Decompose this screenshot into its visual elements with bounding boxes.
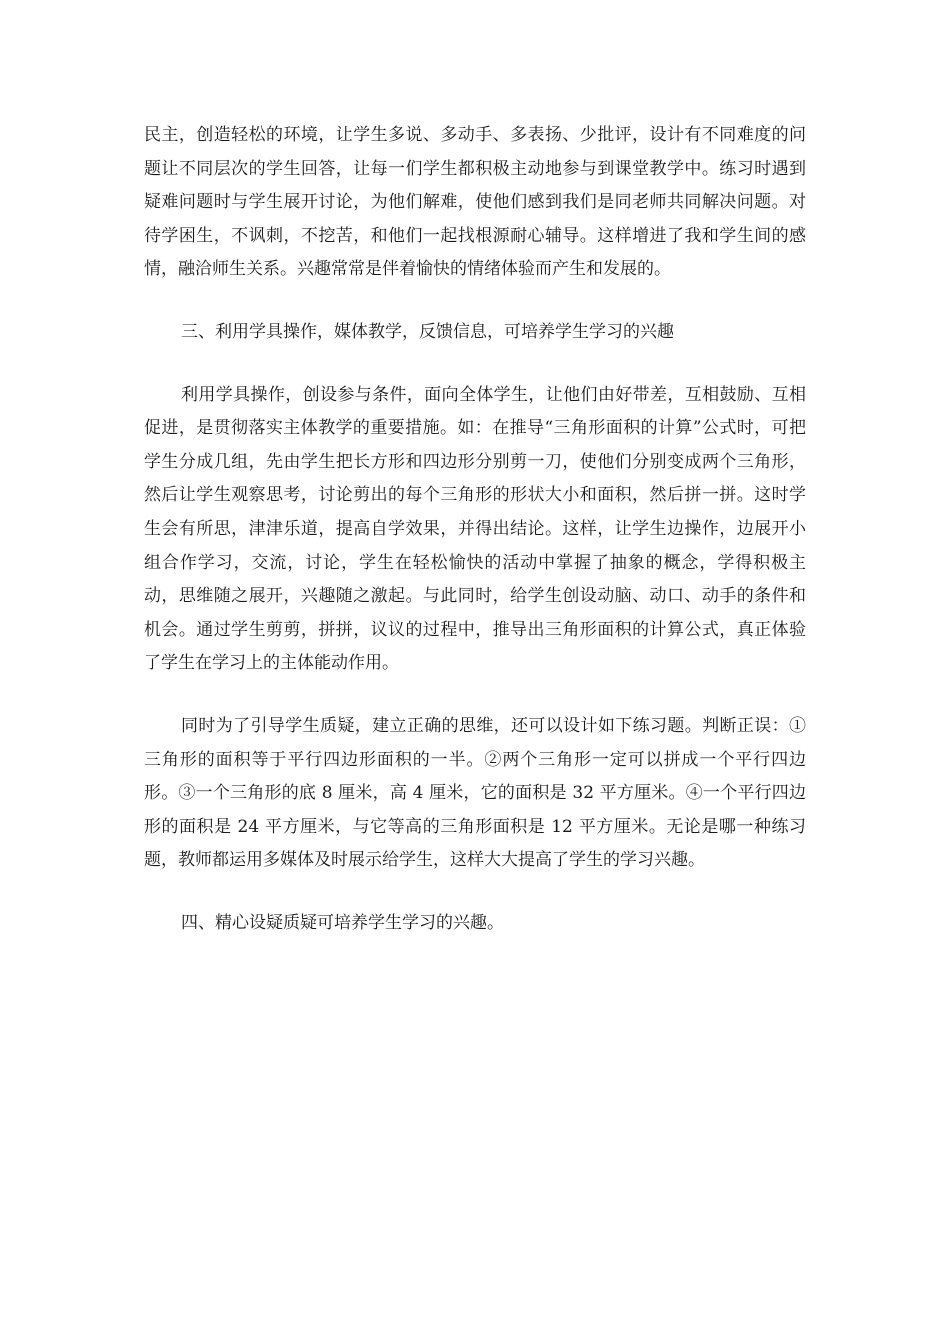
section-heading-3: 三、利用学具操作，媒体教学，反馈信息，可培养学生学习的兴趣 bbox=[181, 321, 674, 342]
paragraph-exercises: 同时为了引导学生质疑，建立正确的思维，还可以设计如下练习题。判断正误：①三角形的面积等于平行四边形面积的一半。②两个三角形一定可以拼成一个平行四边形。③一个三角形的底 8 厘米，高 4 厘米，它的面积是 32 平方厘米。④一个平行四边形的面积是 24 平方厘米，与它等高的三角形面积是 12 平方厘米。无论是哪一种练习题，教师都运用多媒体及时展示给学生，这样大大提高了学生的学习兴趣。 bbox=[144, 715, 806, 871]
paragraph-continuation: 民主，创造轻松的环境，让学生多说、多动手、多表扬、少批评，设计有不同难度的问题让不同层次的学生回答，让每一们学生都积极主动地参与到课堂教学中。练习时遇到疑难问题时与学生展开讨论，为他们解难，使他们感到我们是同老师共同解决问题。对待学困生，不讽刺，不挖苦，和他们一起找根源耐心辅导。这样增进了我和学生间的感情，融洽师生关系。兴趣常常是伴着愉快的情绪体验而产生和发展的。 bbox=[144, 125, 806, 280]
paragraph-manipulatives: 利用学具操作，创设参与条件，面向全体学生，让他们由好带差，互相鼓励、互相促进，是贯彻落实主体教学的重要措施。如：在推导“三角形面积的计算”公式时，可把学生分成几组，先由学生把长方形和四边形分别剪一刀，使他们分别变成两个三角形，然后让学生观察思考，讨论剪出的每个三角形的形状大小和面积，然后拼一拼。这时学生会有所思，津津乐道，提高自学效果，并得出结论。这样，让学生边操作，边展开小组合作学习，交流，讨论，学生在轻松愉快的活动中掌握了抽象的概念，学得积极主动，思维随之展开，兴趣随之激起。与此同时，给学生创设动脑、动口、动手的条件和机会。通过学生剪剪，拼拼，议议的过程中，推导出三角形面积的计算公式，真正体验了学生在学习上的主体能动作用。 bbox=[144, 384, 806, 674]
section-heading-4: 四、精心设疑质疑可培养学生学习的兴趣。 bbox=[181, 912, 504, 933]
document-body bbox=[144, 119, 806, 940]
